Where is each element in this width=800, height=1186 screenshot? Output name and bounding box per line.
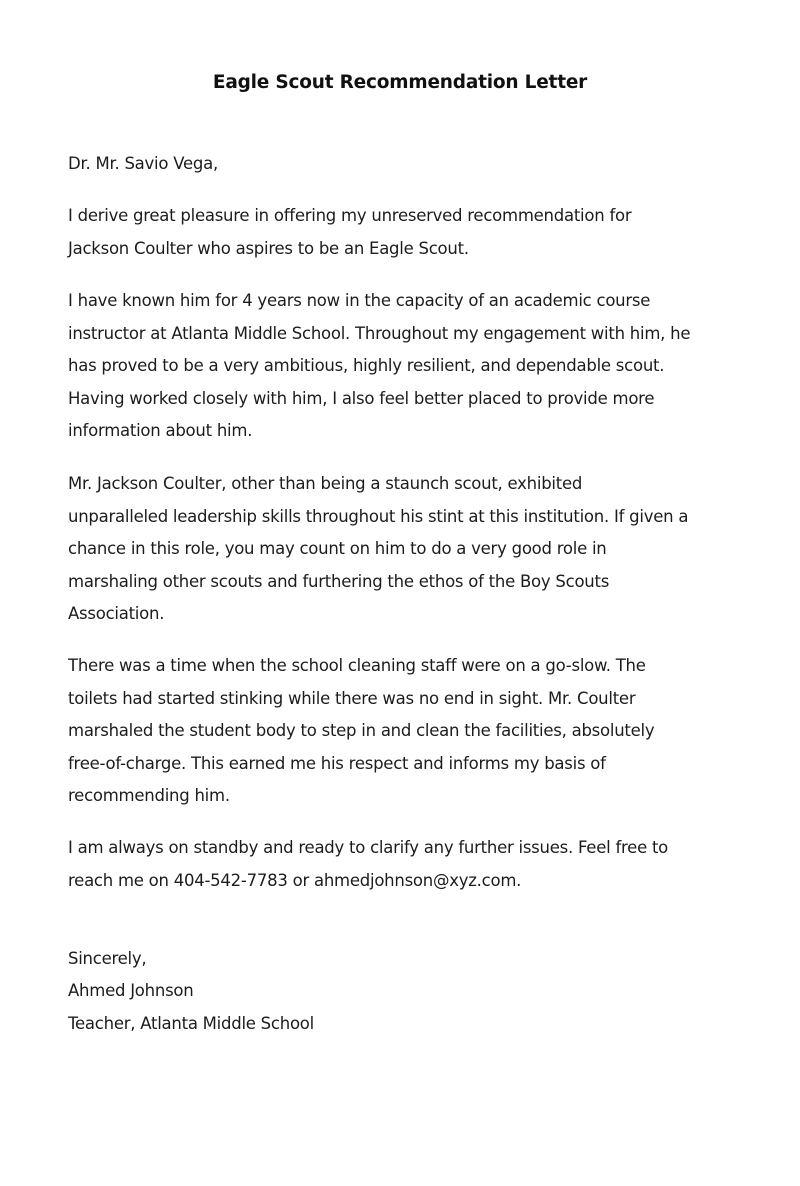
paragraph-line: toilets had started stinking while there was no end in sight. Mr. Coulter xyxy=(68,688,636,708)
paragraph-line: I am always on standby and ready to clarify any further issues. Feel free to xyxy=(68,838,669,857)
paragraph-line: reach me on 404-542-7783 or ahmedjohnson@xyz.com. xyxy=(68,870,522,890)
paragraph-line: has proved to be a very ambitious, highly resilient, and dependable scout. xyxy=(68,356,665,376)
salutation xyxy=(68,148,738,181)
paragraph-5 xyxy=(68,832,738,897)
signer-name: Ahmed Johnson xyxy=(68,981,194,1001)
paragraph-line: marshaling other scouts and furthering the ethos of the Boy Scouts xyxy=(68,571,610,591)
paragraph-line: marshaled the student body to step in and clean the facilities, absolutely xyxy=(68,721,655,741)
paragraph-line: recommending him. xyxy=(68,786,230,806)
salutation-line: Dr. Mr. Savio Vega, xyxy=(68,154,218,173)
paragraph-line: Jackson Coulter who aspires to be an Eagle Scout. xyxy=(68,238,469,258)
paragraph-line: There was a time when the school cleaning staff were on a go-slow. The xyxy=(68,656,646,675)
paragraph-line: I have known him for 4 years now in the capacity of an academic course xyxy=(68,291,651,310)
paragraph-4 xyxy=(68,650,738,813)
letter-title: Eagle Scout Recommendation Letter xyxy=(212,72,588,93)
paragraph-line: chance in this role, you may count on him to do a very good role in xyxy=(68,539,607,559)
paragraph-line: information about him. xyxy=(68,421,253,441)
closing-block xyxy=(68,943,738,1040)
paragraph-line: unparalleled leadership skills throughout his stint at this institution. If given a xyxy=(68,506,689,526)
paragraph-3 xyxy=(68,468,738,631)
paragraph-line: Having worked closely with him, I also feel better placed to provide more xyxy=(68,388,655,408)
signer-position: Teacher, Atlanta Middle School xyxy=(68,1013,314,1033)
sign-off: Sincerely, xyxy=(68,949,147,968)
paragraph-line: Association. xyxy=(68,604,165,624)
paragraph-2 xyxy=(68,285,738,448)
paragraph-line: free-of-charge. This earned me his respect and informs my basis of xyxy=(68,753,606,773)
paragraph-line: I derive great pleasure in offering my unreserved recommendation for xyxy=(68,206,632,225)
paragraph-1 xyxy=(68,200,738,265)
paragraph-line: instructor at Atlanta Middle School. Throughout my engagement with him, he xyxy=(68,323,691,343)
paragraph-line: Mr. Jackson Coulter, other than being a staunch scout, exhibited xyxy=(68,474,583,493)
